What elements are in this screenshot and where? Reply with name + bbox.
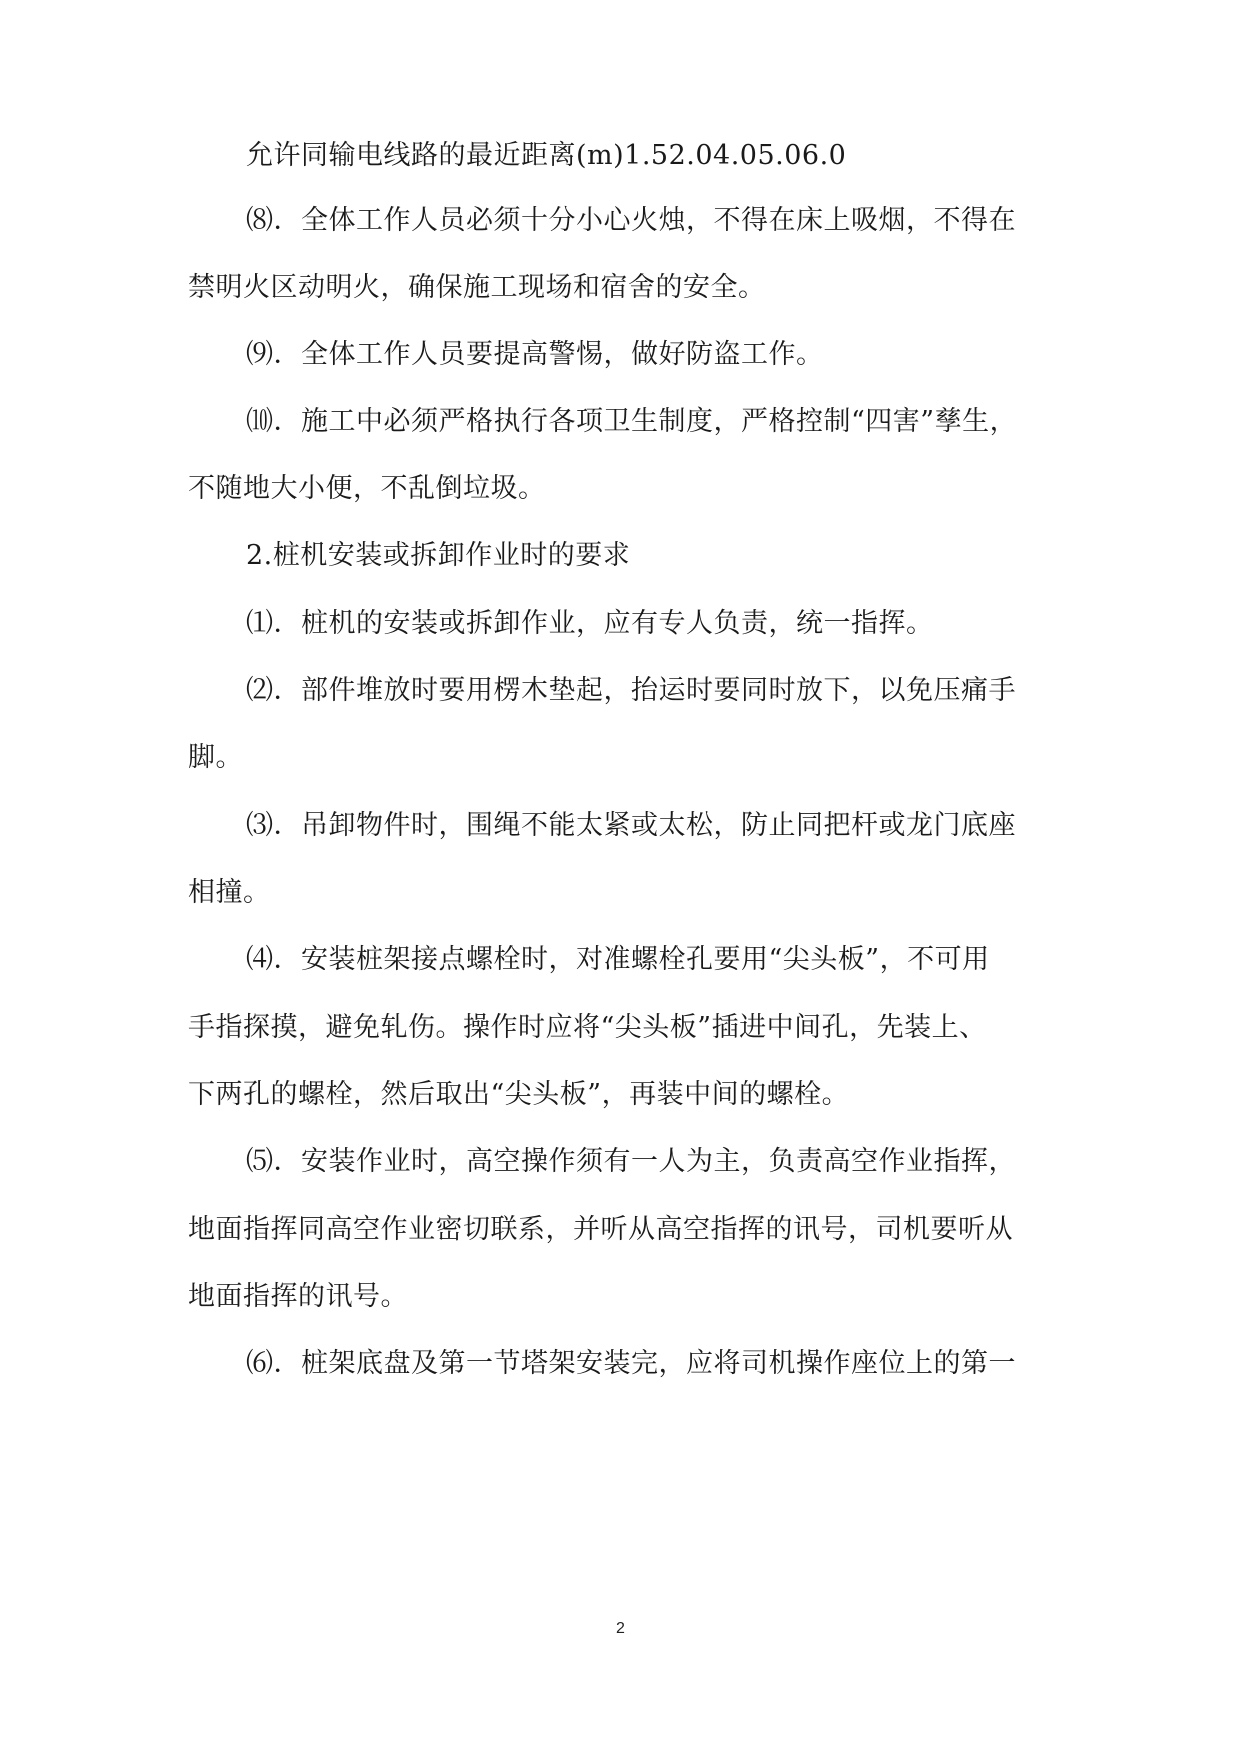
paragraph-line: ⑷．安装桩架接点螺栓时，对准螺栓孔要用“尖头板”，不可用 — [246, 944, 990, 975]
paragraph-line: ⑸．安装作业时，高空操作须有一人为主，负责高空作业指挥， — [246, 1146, 1016, 1177]
paragraph-line: 下两孔的螺栓，然后取出“尖头板”，再装中间的螺栓。 — [188, 1079, 850, 1110]
paragraph-line: 允许同输电线路的最近距离(m)1.52.04.05.06.0 — [246, 140, 847, 171]
paragraph-line: ⑹．桩架底盘及第一节塔架安装完，应将司机操作座位上的第一 — [246, 1348, 1016, 1379]
paragraph-line: 相撞。 — [188, 877, 271, 908]
paragraph-line: 地面指挥同高空作业密切联系，并听从高空指挥的讯号，司机要听从 — [188, 1214, 1013, 1245]
paragraph-line: ⑻．全体工作人员必须十分小心火烛，不得在床上吸烟，不得在 — [246, 205, 1016, 236]
paragraph-line: ⑽．施工中必须严格执行各项卫生制度，严格控制“四害”孳生， — [246, 406, 1018, 437]
paragraph-line: ⑴．桩机的安装或拆卸作业，应有专人负责，统一指挥。 — [246, 608, 934, 639]
paragraph-line: 脚。 — [188, 742, 243, 773]
paragraph-line: 禁明火区动明火，确保施工现场和宿舍的安全。 — [188, 272, 766, 303]
paragraph-line: ⑶．吊卸物件时，围绳不能太紧或太松，防止同把杆或龙门底座 — [246, 810, 1016, 841]
paragraph-line: 地面指挥的讯号。 — [188, 1281, 408, 1312]
page-number: 2 — [616, 1620, 625, 1637]
section-heading: 2.桩机安装或拆卸作业时的要求 — [246, 540, 631, 571]
paragraph-line: 不随地大小便，不乱倒垃圾。 — [188, 473, 546, 504]
paragraph-line: ⑵．部件堆放时要用楞木垫起，抬运时要同时放下，以免压痛手 — [246, 675, 1016, 706]
paragraph-line: ⑼．全体工作人员要提高警惕，做好防盗工作。 — [246, 339, 824, 370]
paragraph-line: 手指探摸，避免轧伤。操作时应将“尖头板”插进中间孔，先装上、 — [188, 1012, 987, 1043]
